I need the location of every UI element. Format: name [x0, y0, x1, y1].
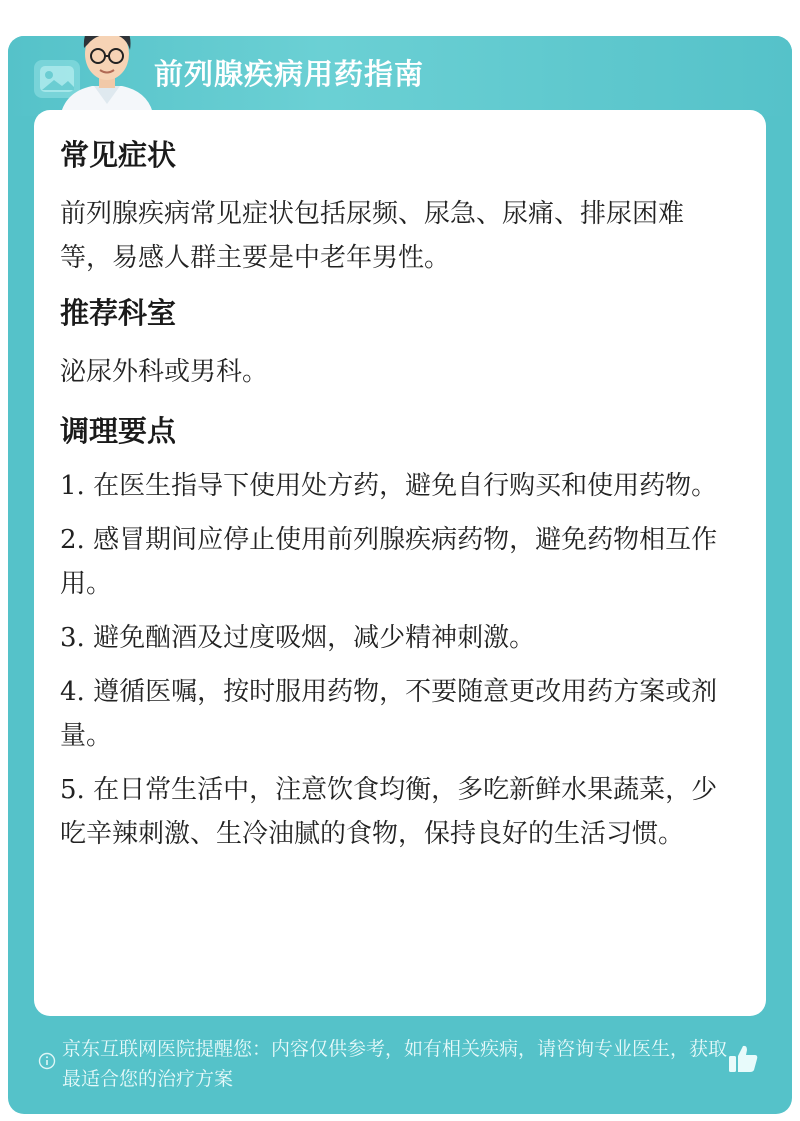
list-item: 4. 遵循医嘱，按时服用药物，不要随意更改用药方案或剂量。: [60, 677, 718, 751]
footer-disclaimer: [8, 1026, 792, 1114]
list-item: 2. 感冒期间应停止使用前列腺疾病药物，避免药物相互作用。: [60, 525, 718, 599]
info-icon: [38, 1052, 56, 1070]
page-title: 前列腺疾病用药指南: [154, 57, 425, 91]
guide-panel: [8, 36, 792, 1114]
list-item: 1. 在医生指导下使用处方药，避免自行购买和使用药物。: [60, 471, 718, 501]
thumbs-up-icon[interactable]: [726, 1042, 760, 1076]
section-title-symptoms: 常见症状: [60, 138, 177, 172]
disclaimer-text: 京东互联网医院提醒您：内容仅供参考，如有相关疾病，请咨询专业医生，获取最适合您的治疗方案: [62, 1038, 728, 1090]
section-title-department: 推荐科室: [60, 296, 177, 330]
paragraph-department: 泌尿外科或男科。: [60, 357, 269, 387]
list-item: 5. 在日常生活中，注意饮食均衡，多吃新鲜水果蔬菜，少吃辛辣刺激、生冷油腻的食物，保持良好的生活习惯。: [60, 775, 718, 849]
paragraph-symptoms: 前列腺疾病常见症状包括尿频、尿急、尿痛、排尿困难等，易感人群主要是中老年男性。: [60, 199, 685, 273]
section-title-care-tips: 调理要点: [60, 414, 177, 448]
list-item: 3. 避免酗酒及过度吸烟，减少精神刺激。: [60, 623, 536, 653]
doctor-avatar-icon: [52, 36, 162, 118]
content-body: [60, 134, 726, 856]
content-card: [34, 110, 766, 1016]
